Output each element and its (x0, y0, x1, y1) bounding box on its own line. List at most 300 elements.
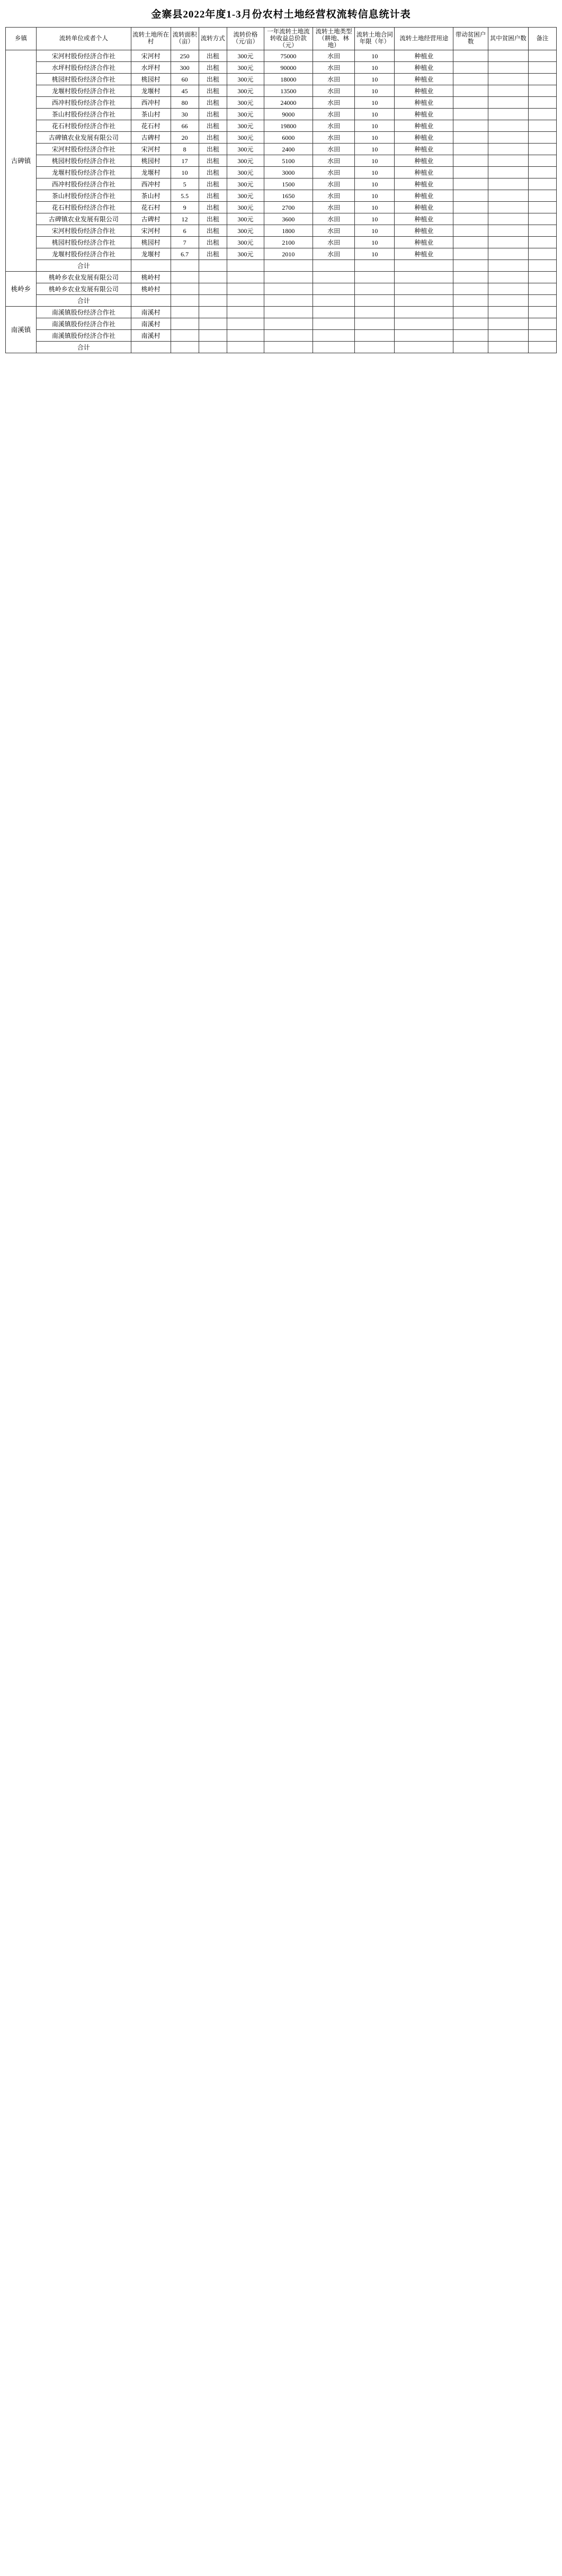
table-cell: 龙堰村股份经济合作社 (36, 167, 131, 178)
table-row (6, 155, 557, 167)
table-cell: 10 (355, 190, 395, 202)
table-cell: 花石村股份经济合作社 (36, 120, 131, 132)
table-cell: 300元 (227, 132, 264, 144)
table-cell: 10 (355, 155, 395, 167)
table-cell (528, 295, 556, 307)
table-cell: 300元 (227, 248, 264, 260)
table-cell: 6 (171, 225, 199, 237)
table-body (6, 50, 557, 353)
table-cell: 宋河村股份经济合作社 (36, 50, 131, 62)
table-cell (171, 283, 199, 295)
table-cell (199, 342, 227, 353)
table-cell: 10 (355, 225, 395, 237)
table-cell: 南溪村 (131, 307, 171, 318)
table-cell (264, 295, 313, 307)
table-cell: 出租 (199, 178, 227, 190)
table-cell (264, 283, 313, 295)
table-cell (355, 342, 395, 353)
table-cell: 10 (355, 202, 395, 213)
table-cell (528, 155, 556, 167)
header-cell: 流转土地合同年限（年） (355, 28, 395, 50)
table-cell: 桃园村股份经济合作社 (36, 74, 131, 85)
table-cell (171, 307, 199, 318)
table-cell (453, 237, 488, 248)
table-cell (528, 120, 556, 132)
table-cell: 300元 (227, 85, 264, 97)
table-row (6, 307, 557, 318)
table-row (6, 318, 557, 330)
table-cell (453, 50, 488, 62)
table-cell: 水坪村股份经济合作社 (36, 62, 131, 74)
table-cell: 宋河村 (131, 144, 171, 155)
table-cell (488, 330, 528, 342)
table-cell: 种植业 (395, 97, 453, 109)
table-row (6, 178, 557, 190)
table-cell (199, 307, 227, 318)
header-cell: 流转土地经营用途 (395, 28, 453, 50)
table-cell (199, 330, 227, 342)
header-row (6, 28, 557, 50)
table-cell: 水田 (313, 144, 355, 155)
table-cell: 花石村 (131, 202, 171, 213)
table-cell (528, 330, 556, 342)
table-cell: 9000 (264, 109, 313, 120)
table-cell (395, 330, 453, 342)
table-cell (488, 260, 528, 272)
table-cell (313, 272, 355, 283)
table-row (6, 167, 557, 178)
table-cell: 10 (355, 144, 395, 155)
header-cell: 流转土地类型（耕地、林地） (313, 28, 355, 50)
table-cell (453, 248, 488, 260)
table-cell: 桃园村 (131, 74, 171, 85)
table-cell: 出租 (199, 248, 227, 260)
table-cell (528, 260, 556, 272)
table-cell (264, 330, 313, 342)
table-cell (355, 283, 395, 295)
table-row (6, 213, 557, 225)
table-cell (528, 237, 556, 248)
table-cell: 龙堰村 (131, 248, 171, 260)
table-cell (227, 272, 264, 283)
table-cell: 西冲村 (131, 97, 171, 109)
table-cell: 10 (355, 213, 395, 225)
table-cell (453, 283, 488, 295)
table-cell (131, 295, 171, 307)
table-cell: 桃岭乡农业发展有限公司 (36, 283, 131, 295)
table-cell (355, 295, 395, 307)
table-row (6, 237, 557, 248)
table-row (6, 225, 557, 237)
table-cell: 种植业 (395, 155, 453, 167)
table-cell: 1500 (264, 178, 313, 190)
town-cell: 桃岭乡 (6, 272, 37, 307)
table-cell (528, 307, 556, 318)
table-cell (488, 50, 528, 62)
table-cell: 10 (355, 132, 395, 144)
table-row (6, 120, 557, 132)
table-cell (171, 330, 199, 342)
table-cell (453, 295, 488, 307)
table-cell: 13500 (264, 85, 313, 97)
table-row (6, 109, 557, 120)
table-cell: 龙堰村股份经济合作社 (36, 248, 131, 260)
table-cell: 300元 (227, 167, 264, 178)
table-cell: 10 (355, 248, 395, 260)
table-cell: 古碑村 (131, 132, 171, 144)
table-cell (453, 155, 488, 167)
table-cell: 南溪镇股份经济合作社 (36, 307, 131, 318)
table-cell: 种植业 (395, 144, 453, 155)
table-cell: 出租 (199, 225, 227, 237)
table-cell: 茶山村股份经济合作社 (36, 109, 131, 120)
table-cell (488, 144, 528, 155)
page (5, 0, 557, 353)
table-cell: 2400 (264, 144, 313, 155)
table-cell (528, 109, 556, 120)
table-cell: 300元 (227, 97, 264, 109)
table-cell (528, 85, 556, 97)
table-cell: 种植业 (395, 85, 453, 97)
table-cell (488, 272, 528, 283)
header-cell: 流转方式 (199, 28, 227, 50)
table-cell: 种植业 (395, 120, 453, 132)
town-cell: 南溪镇 (6, 307, 37, 353)
table-cell (264, 307, 313, 318)
table-cell: 10 (355, 97, 395, 109)
table-cell: 300元 (227, 213, 264, 225)
table-cell (355, 307, 395, 318)
table-cell (313, 295, 355, 307)
table-cell: 90000 (264, 62, 313, 74)
table-row (6, 283, 557, 295)
table-cell: 花石村股份经济合作社 (36, 202, 131, 213)
table-cell: 10 (355, 85, 395, 97)
header-cell: 流转价格（元/亩） (227, 28, 264, 50)
table-row (6, 272, 557, 283)
table-cell: 宋河村股份经济合作社 (36, 225, 131, 237)
document-title: 金寨县2022年度1-3月份农村土地经营权流转信息统计表 (151, 9, 411, 20)
table-row (6, 144, 557, 155)
header-cell: 流转土地所在村 (131, 28, 171, 50)
table-cell: 水田 (313, 248, 355, 260)
table-cell: 2700 (264, 202, 313, 213)
table-cell (528, 132, 556, 144)
table-cell (199, 272, 227, 283)
table-cell (453, 307, 488, 318)
table-cell: 出租 (199, 62, 227, 74)
table-cell (528, 167, 556, 178)
table-cell: 出租 (199, 202, 227, 213)
table-cell: 300元 (227, 190, 264, 202)
table-cell: 300元 (227, 74, 264, 85)
table-cell (227, 330, 264, 342)
table-cell (199, 260, 227, 272)
table-cell: 水田 (313, 132, 355, 144)
table-cell: 古碑村 (131, 213, 171, 225)
table-cell (227, 295, 264, 307)
table-cell: 10 (355, 237, 395, 248)
table-cell (453, 74, 488, 85)
table-cell: 种植业 (395, 190, 453, 202)
table-cell (488, 155, 528, 167)
table-cell (313, 283, 355, 295)
table-cell (488, 62, 528, 74)
header-cell: 流转单位或者个人 (36, 28, 131, 50)
table-cell: 种植业 (395, 237, 453, 248)
table-cell: 5 (171, 178, 199, 190)
table-row (6, 50, 557, 62)
table-cell: 种植业 (395, 109, 453, 120)
table-cell: 300元 (227, 62, 264, 74)
table-cell: 龙堰村股份经济合作社 (36, 85, 131, 97)
table-cell: 1800 (264, 225, 313, 237)
table-cell: 茶山村股份经济合作社 (36, 190, 131, 202)
table-cell: 种植业 (395, 50, 453, 62)
table-cell: 水田 (313, 62, 355, 74)
table-cell: 桃园村股份经济合作社 (36, 155, 131, 167)
table-cell: 300元 (227, 109, 264, 120)
table-cell: 300元 (227, 155, 264, 167)
table-cell (528, 225, 556, 237)
table-cell: 合计 (36, 295, 131, 307)
table-cell: 9 (171, 202, 199, 213)
table-cell: 水田 (313, 109, 355, 120)
table-cell: 水田 (313, 202, 355, 213)
table-cell: 南溪村 (131, 318, 171, 330)
table-cell: 出租 (199, 144, 227, 155)
table-cell (453, 190, 488, 202)
table-cell (528, 97, 556, 109)
table-cell (355, 318, 395, 330)
table-cell: 种植业 (395, 225, 453, 237)
table-cell: 桃岭村 (131, 283, 171, 295)
table-cell (453, 85, 488, 97)
table-cell (453, 330, 488, 342)
table-cell: 茶山村 (131, 109, 171, 120)
table-cell: 种植业 (395, 202, 453, 213)
table-cell: 水田 (313, 225, 355, 237)
table-cell: 古碑镇农业发展有限公司 (36, 132, 131, 144)
table-row (6, 85, 557, 97)
table-cell (395, 283, 453, 295)
table-cell (453, 109, 488, 120)
table-cell (171, 295, 199, 307)
table-cell (453, 120, 488, 132)
header-cell: 其中贫困户数 (488, 28, 528, 50)
table-cell (488, 307, 528, 318)
table-cell: 合计 (36, 260, 131, 272)
table-row (6, 330, 557, 342)
table-cell: 宋河村 (131, 50, 171, 62)
table-cell (453, 202, 488, 213)
table-cell: 10 (171, 167, 199, 178)
table-cell: 10 (355, 62, 395, 74)
table-cell: 出租 (199, 120, 227, 132)
table-cell: 30 (171, 109, 199, 120)
table-cell: 12 (171, 213, 199, 225)
header-cell: 带动贫困户数 (453, 28, 488, 50)
table-cell (264, 260, 313, 272)
table-cell (488, 120, 528, 132)
table-cell (488, 342, 528, 353)
table-cell: 桃岭村 (131, 272, 171, 283)
table-cell: 1650 (264, 190, 313, 202)
table-cell (453, 167, 488, 178)
table-cell: 5100 (264, 155, 313, 167)
table-cell: 17 (171, 155, 199, 167)
table-cell: 10 (355, 50, 395, 62)
table-cell (528, 318, 556, 330)
table-cell (395, 295, 453, 307)
table-cell (395, 342, 453, 353)
table-cell (355, 272, 395, 283)
table-cell (264, 272, 313, 283)
land-transfer-table (5, 27, 557, 353)
table-cell (528, 190, 556, 202)
table-cell: 茶山村 (131, 190, 171, 202)
table-row (6, 190, 557, 202)
table-cell: 18000 (264, 74, 313, 85)
table-cell (488, 109, 528, 120)
table-cell: 合计 (36, 342, 131, 353)
table-cell: 10 (355, 120, 395, 132)
table-cell (488, 225, 528, 237)
table-row (6, 74, 557, 85)
table-cell: 水田 (313, 190, 355, 202)
table-cell: 10 (355, 178, 395, 190)
table-cell (227, 342, 264, 353)
table-cell (313, 307, 355, 318)
table-cell (199, 318, 227, 330)
table-cell (488, 248, 528, 260)
header-cell: 乡镇 (6, 28, 37, 50)
table-cell: 古碑镇农业发展有限公司 (36, 213, 131, 225)
table-cell (488, 74, 528, 85)
table-cell: 7 (171, 237, 199, 248)
table-cell (528, 248, 556, 260)
table-row (6, 132, 557, 144)
table-cell (453, 213, 488, 225)
table-cell: 45 (171, 85, 199, 97)
table-cell (171, 342, 199, 353)
table-cell: 种植业 (395, 132, 453, 144)
table-cell (453, 132, 488, 144)
table-cell: 10 (355, 109, 395, 120)
table-cell (131, 260, 171, 272)
table-row (6, 97, 557, 109)
table-cell: 种植业 (395, 213, 453, 225)
table-cell: 宋河村股份经济合作社 (36, 144, 131, 155)
table-cell (488, 97, 528, 109)
table-cell: 60 (171, 74, 199, 85)
table-cell (453, 97, 488, 109)
table-cell: 250 (171, 50, 199, 62)
table-cell (227, 318, 264, 330)
table-cell (227, 260, 264, 272)
table-cell (313, 330, 355, 342)
table-cell: 龙堰村 (131, 85, 171, 97)
table-cell (264, 342, 313, 353)
table-cell: 出租 (199, 190, 227, 202)
table-cell: 2010 (264, 248, 313, 260)
table-cell (453, 260, 488, 272)
table-cell: 5.5 (171, 190, 199, 202)
table-cell: 出租 (199, 109, 227, 120)
subtotal-row (6, 342, 557, 353)
table-cell (131, 342, 171, 353)
header-cell: 一年流转土地流转收益总价款（元） (264, 28, 313, 50)
table-cell (528, 178, 556, 190)
table-cell (171, 260, 199, 272)
table-cell: 6000 (264, 132, 313, 144)
table-cell (528, 50, 556, 62)
table-cell: 南溪镇股份经济合作社 (36, 330, 131, 342)
table-cell: 66 (171, 120, 199, 132)
town-cell: 古碑镇 (6, 50, 37, 272)
table-cell (395, 318, 453, 330)
table-cell: 300元 (227, 120, 264, 132)
table-cell: 水田 (313, 178, 355, 190)
table-cell (453, 178, 488, 190)
table-cell (528, 74, 556, 85)
table-cell (453, 342, 488, 353)
table-cell: 花石村 (131, 120, 171, 132)
table-cell (528, 342, 556, 353)
table-cell (528, 272, 556, 283)
table-cell: 24000 (264, 97, 313, 109)
table-cell: 出租 (199, 155, 227, 167)
table-cell: 种植业 (395, 248, 453, 260)
table-cell: 南溪村 (131, 330, 171, 342)
table-cell: 西冲村股份经济合作社 (36, 97, 131, 109)
table-cell (227, 307, 264, 318)
table-cell: 水田 (313, 120, 355, 132)
table-cell (395, 260, 453, 272)
table-cell: 3600 (264, 213, 313, 225)
table-cell (488, 178, 528, 190)
table-cell: 出租 (199, 97, 227, 109)
table-cell: 种植业 (395, 74, 453, 85)
table-row (6, 202, 557, 213)
table-cell: 西冲村股份经济合作社 (36, 178, 131, 190)
table-cell: 出租 (199, 74, 227, 85)
table-cell: 300元 (227, 144, 264, 155)
table-cell (355, 330, 395, 342)
table-cell: 种植业 (395, 178, 453, 190)
table-cell: 出租 (199, 213, 227, 225)
table-cell: 种植业 (395, 167, 453, 178)
table-cell: 80 (171, 97, 199, 109)
table-cell (453, 144, 488, 155)
table-cell (227, 283, 264, 295)
table-cell: 10 (355, 167, 395, 178)
table-cell: 西冲村 (131, 178, 171, 190)
table-cell (528, 144, 556, 155)
subtotal-row (6, 260, 557, 272)
table-cell (453, 318, 488, 330)
table-cell: 宋河村 (131, 225, 171, 237)
table-cell (488, 295, 528, 307)
table-cell: 水田 (313, 167, 355, 178)
table-cell (488, 283, 528, 295)
table-cell (171, 318, 199, 330)
table-cell: 龙堰村 (131, 167, 171, 178)
table-cell: 水田 (313, 155, 355, 167)
table-cell: 8 (171, 144, 199, 155)
table-cell: 出租 (199, 50, 227, 62)
table-cell: 300元 (227, 202, 264, 213)
